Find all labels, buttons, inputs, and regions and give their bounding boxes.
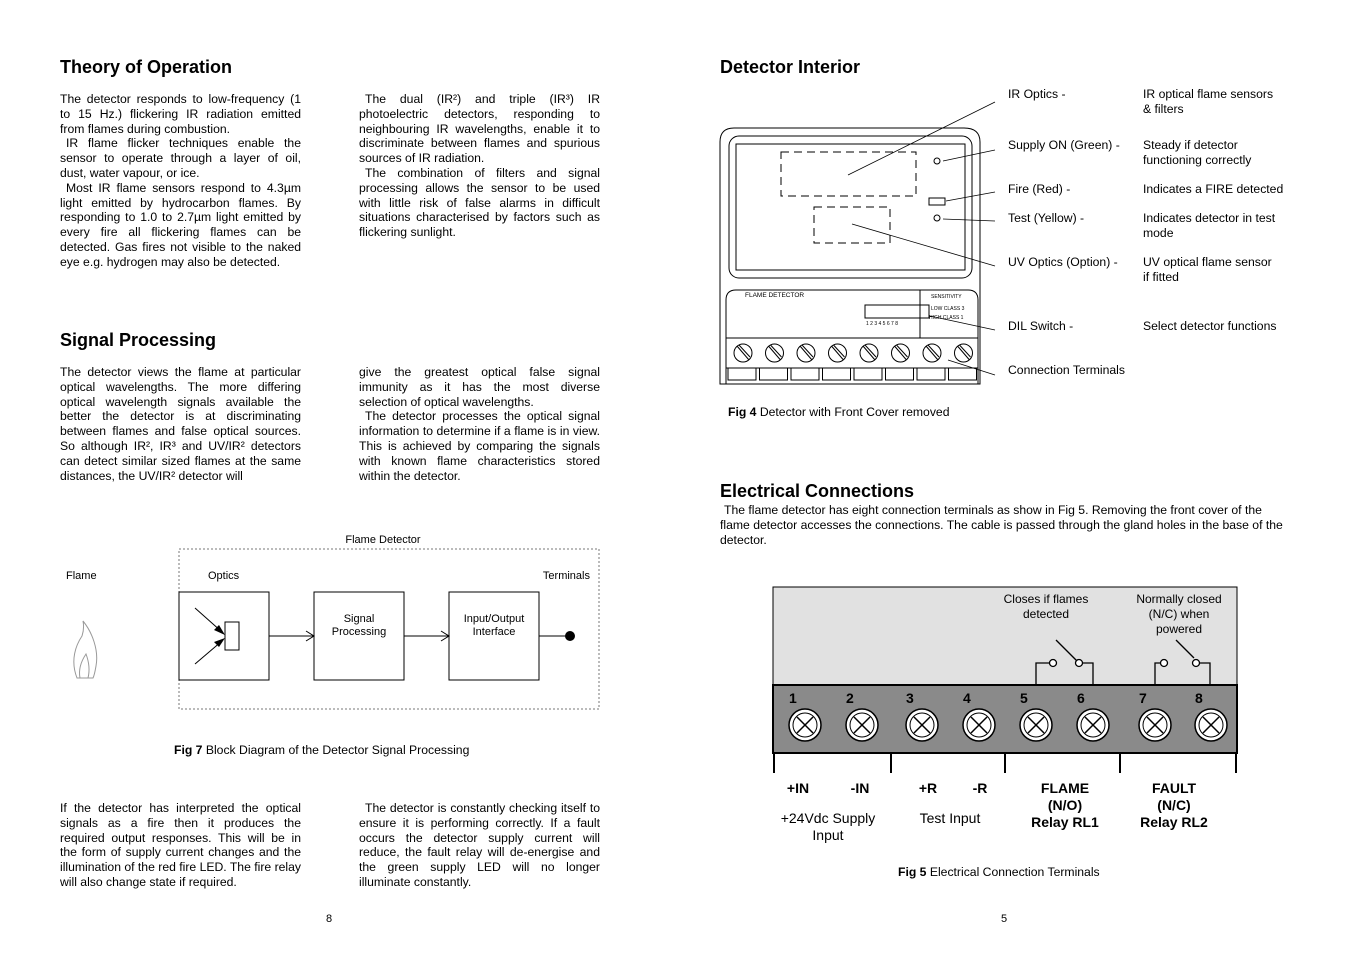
bottom-column-2: [359, 801, 600, 890]
terminal-number: 6: [1077, 690, 1085, 706]
terminal-number: 2: [846, 690, 854, 706]
label-ir-optics: IR Optics -: [1008, 87, 1066, 101]
desc-test: [1143, 211, 1275, 241]
theory-paragraph: The combination of filters and signal processing allows the sensor to be used with little risk of false alarms in difficult situations characterised by factors such as flickering sunlight.: [359, 165, 600, 240]
signal-processing-label: Processing: [331, 626, 387, 638]
label-uv-optics: UV Optics (Option) -: [1008, 255, 1118, 269]
fire-led: [929, 198, 945, 205]
flame-relay-label: [1015, 780, 1115, 831]
terminal-number: 4: [963, 690, 971, 706]
bottom-paragraph: If the detector has interpreted the optical signals as a fire then it produces the required output responses. This will be in the form of supply current changes and the illumination of the red fire LED. The fire relay will also change state if required.: [60, 801, 301, 889]
fig4-caption: [728, 405, 950, 419]
interior-screw-terminal: [949, 344, 977, 380]
detector-boundary: [179, 549, 599, 709]
pin-label-plus-in: +IN: [786, 780, 810, 796]
bottom-paragraph: The detector is constantly checking itself to ensure it is performing correctly. If a fault occurs the detector supply current will reduce, the fault relay will de-energise and the green supply LED will no longer illuminate constantly.: [359, 801, 600, 889]
label-dil-switch: DIL Switch -: [1008, 319, 1074, 333]
theory-paragraph: The detector responds to low-frequency (1 to 15 Hz.) flickering IR radiation emitted from flames during combustion.: [60, 92, 301, 136]
block-diagram-title: Flame Detector: [345, 534, 421, 546]
terminal-number: 5: [1020, 690, 1028, 706]
optics-label: Optics: [208, 570, 240, 582]
leader-line: [943, 150, 995, 161]
desc-line: Select detector functions: [1143, 319, 1277, 333]
label-line: Relay RL1: [1031, 814, 1099, 830]
desc-line: Indicates a FIRE detected: [1143, 182, 1284, 196]
leader-line: [946, 192, 995, 201]
theory-paragraph: IR flame flicker techniques enable the sensor to operate through a layer of oil, dust, water vapour, or ice.: [60, 136, 301, 180]
supply-input-label: [768, 810, 888, 844]
desc-line: UV optical flame sensor: [1143, 255, 1272, 269]
signal-processing-label: Signal: [343, 613, 375, 625]
dil-switch: [865, 305, 929, 318]
flame-relay-note: detected: [1022, 607, 1070, 621]
terminal-screw: [1139, 709, 1171, 741]
detector-housing: [720, 128, 980, 384]
io-interface-label: Interface: [472, 626, 516, 638]
interior-screw-terminal: [823, 344, 851, 380]
terminal-screw: [1020, 709, 1052, 741]
electrical-text: The flame detector has eight connection terminals as show in Fig 5. Removing the front cover of the flame detector accesses the connections. The cable is passed through the gland holes in the base of the detector.: [720, 503, 1283, 547]
pin-label-minus-in: -IN: [850, 780, 870, 796]
bottom-column-1: [60, 801, 301, 890]
label-line: (N/C): [1157, 797, 1191, 813]
supply-led: [934, 158, 940, 164]
theory-column-1: [60, 92, 301, 270]
test-led: [934, 215, 940, 221]
desc-line: Indicates detector in test: [1143, 211, 1276, 225]
terminal-screw: [963, 709, 995, 741]
desc-fire: [1143, 182, 1283, 197]
signal-column-2: [359, 365, 600, 483]
terminal-screw: [789, 709, 821, 741]
interior-screw-terminal: [854, 344, 882, 380]
fault-relay-note: (N/C) when: [1148, 607, 1210, 621]
terminals-label: Terminals: [542, 570, 590, 582]
signal-paragraph: give the greatest optical false signal immunity as it has the most diverse selection of optical wavelengths.: [359, 365, 600, 409]
fig5-text: Electrical Connection Terminals: [926, 865, 1100, 879]
flame-label: Flame: [66, 570, 97, 582]
signal-column-1: [60, 365, 301, 483]
desc-uv-optics: [1143, 255, 1272, 285]
label-supply-on: Supply ON (Green) -: [1008, 138, 1120, 152]
board-title: FLAME DETECTOR: [745, 292, 805, 299]
desc-line: IR optical flame sensors: [1143, 87, 1274, 101]
optics-window: [736, 144, 965, 270]
fig7-text: Block Diagram of the Detector Signal Processing: [202, 743, 470, 757]
page-number-left: 8: [326, 913, 333, 925]
label-line: FAULT: [1151, 780, 1197, 796]
interior-screw-terminal: [791, 344, 819, 380]
signal-paragraph: The detector processes the optical signal information to determine if a flame is in view. This is achieved by comparing the signals with known flame characteristics stored within the detector.: [359, 409, 600, 483]
arrow-head: [214, 638, 225, 647]
fig5-number: Fig 5: [898, 865, 927, 879]
board-sensitivity: SENSITIVITY: [931, 294, 962, 300]
desc-dil-switch: [1143, 319, 1276, 334]
interior-screw-terminal: [886, 344, 914, 380]
leader-line: [848, 102, 995, 175]
flame-icon: [74, 621, 97, 678]
uv-optics: [814, 207, 890, 243]
signal-paragraph: The detector views the flame at particular optical wavelengths. The more differing optical wavelength signals available the better the detector is at discriminating between flames and false optical sources. So although IR², IR³ and UV/IR² detectors can detect similar sized flames at the same distances, the UV/IR² detector will: [60, 365, 301, 483]
interior-terminals: [728, 344, 977, 380]
io-interface-label: Input/Output: [463, 613, 525, 625]
fault-relay-note: powered: [1155, 622, 1203, 636]
label-line: Input: [812, 827, 844, 843]
board-low: LOW CLASS 3: [931, 306, 965, 312]
pin-label-plus-r: +R: [918, 780, 938, 796]
leader-line: [852, 224, 995, 266]
fault-relay-note: Normally closed: [1136, 592, 1222, 606]
signal-heading: Signal Processing: [60, 330, 217, 350]
desc-line: mode: [1143, 225, 1174, 240]
terminal-number: 7: [1139, 690, 1147, 706]
terminal-number: 8: [1195, 690, 1203, 706]
fig4-number: Fig 4: [728, 405, 757, 419]
fault-relay-label: [1124, 780, 1224, 831]
label-test: Test (Yellow) -: [1008, 211, 1085, 225]
board-high: HIGH CLASS 1: [929, 315, 964, 321]
desc-line: if fitted: [1143, 269, 1179, 284]
terminals-diagram: [765, 580, 1245, 780]
terminal-block: [726, 338, 978, 368]
pin-label-minus-r: -R: [972, 780, 988, 796]
theory-paragraph: The dual (IR²) and triple (IR³) IR photoelectric detectors, responding to neighbouring IR wavelengths, enable it to discriminate between flames and spurious sources of IR radiation.: [359, 92, 600, 166]
theory-heading: Theory of Operation: [60, 57, 233, 77]
interior-screw-terminal: [760, 344, 788, 380]
dil-numbers: 1 2 3 4 5 6 7 8: [866, 321, 898, 327]
page-number-right: 5: [1001, 913, 1008, 925]
theory-paragraph: Most IR flame sensors respond to 4.3µm light emitted by hydrocarbon flames. By responding to 1.0 to 2.7µm light emitted by every fire all flickering flames can be detected. Gas fires not visible to the naked eye e.g. hydrogen may also be detected.: [60, 180, 301, 269]
optics-window-frame: [729, 136, 972, 278]
desc-line: functioning correctly: [1143, 152, 1252, 167]
sensor-element: [225, 622, 239, 650]
interior-heading: Detector Interior: [720, 57, 861, 77]
terminal-screw: [1077, 709, 1109, 741]
leader-line: [943, 219, 995, 221]
electrical-heading: Electrical Connections: [720, 481, 915, 501]
terminal-number: 1: [789, 690, 797, 706]
terminal-screw: [906, 709, 938, 741]
flame-relay-note: Closes if flames: [1003, 592, 1089, 606]
label-line: FLAME: [1040, 780, 1090, 796]
interior-screw-terminal: [728, 344, 756, 380]
label-fire: Fire (Red) -: [1008, 182, 1071, 196]
terminal-group-dividers: [774, 753, 1236, 773]
interior-screw-terminal: [917, 344, 945, 380]
desc-supply-on: [1143, 138, 1251, 168]
desc-ir-optics: [1143, 87, 1273, 117]
fig4-text: Detector with Front Cover removed: [756, 405, 950, 419]
theory-column-2: [359, 92, 600, 240]
optics-box: [179, 592, 269, 680]
terminal-number: 3: [906, 690, 914, 706]
terminal-dot: [565, 631, 575, 641]
terminal-screw: [846, 709, 878, 741]
label-line: (N/O): [1047, 797, 1083, 813]
test-input-label: Test Input: [919, 810, 981, 826]
terminal-screw: [1195, 709, 1227, 741]
fig7-caption: [174, 743, 469, 757]
label-line: Relay RL2: [1140, 814, 1208, 830]
detector-interior-drawing: [715, 80, 1005, 390]
desc-line: & filters: [1143, 101, 1184, 116]
leader-lines: [848, 102, 995, 375]
fig7-number: Fig 7: [174, 743, 203, 757]
desc-line: Steady if detector: [1143, 138, 1238, 152]
label-line: +24Vdc Supply: [780, 810, 876, 826]
block-diagram: [55, 525, 615, 725]
fig5-caption: [898, 865, 1100, 879]
ir-optics: [781, 152, 916, 196]
label-connection-terminals: Connection Terminals: [1008, 363, 1125, 377]
